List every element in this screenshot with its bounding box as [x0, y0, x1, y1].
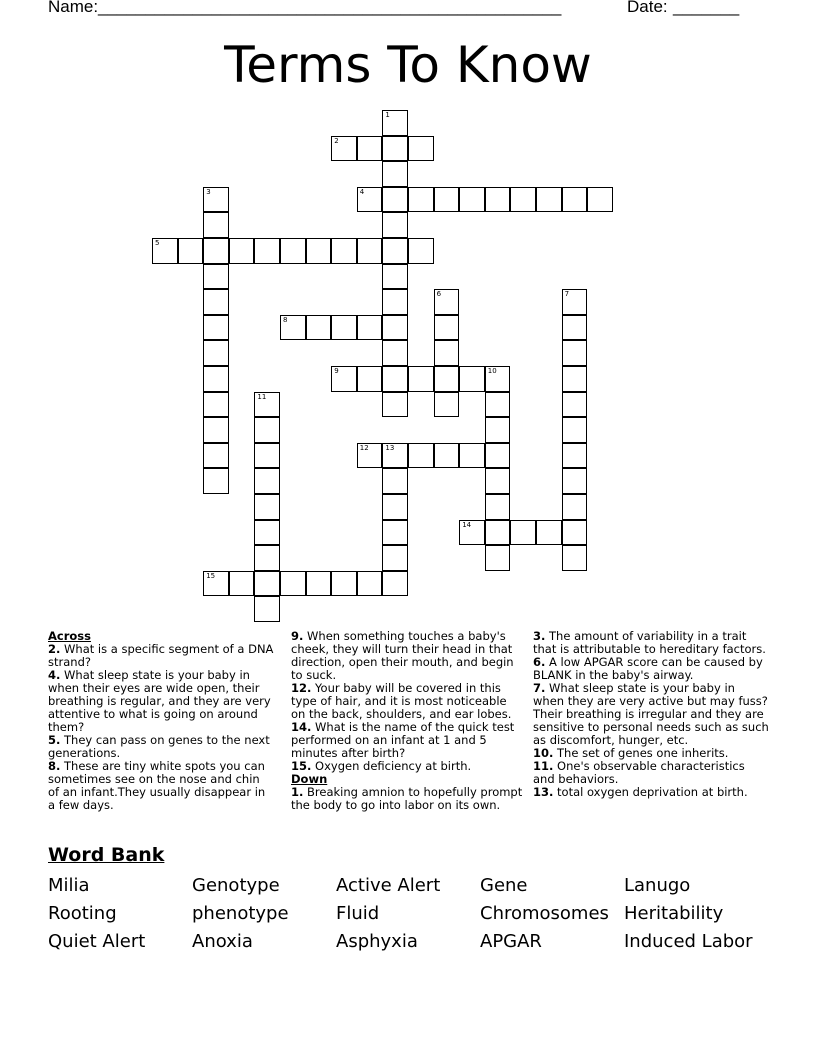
name-label: Name: — [48, 0, 99, 16]
crossword-cell[interactable] — [562, 417, 588, 443]
clue-number: 13. — [533, 785, 554, 799]
word-bank-item: phenotype — [192, 903, 289, 924]
crossword-cell[interactable] — [434, 289, 460, 315]
crossword-cell[interactable] — [562, 545, 588, 571]
crossword-cell[interactable] — [510, 187, 536, 213]
crossword-cell[interactable] — [408, 136, 434, 162]
clue-number: 7. — [533, 681, 546, 695]
word-bank-item: Fluid — [336, 903, 380, 924]
clue-number: 1. — [291, 785, 304, 799]
crossword-cell[interactable] — [382, 545, 408, 571]
clue-number: 6. — [533, 655, 546, 669]
crossword-cell[interactable] — [382, 110, 408, 136]
clue-number-label: 5 — [155, 239, 160, 247]
across-clue — [48, 643, 274, 669]
crossword-cell[interactable] — [331, 238, 357, 264]
clue-number: 10. — [533, 746, 554, 760]
word-bank-item: Induced Labor — [624, 931, 753, 952]
crossword-cell[interactable] — [382, 212, 408, 238]
crossword-cell[interactable] — [254, 545, 280, 571]
crossword-cell[interactable] — [382, 161, 408, 187]
clue-text: What sleep state is your baby in when they are very active but may fuss? Their breathing is irregular and they are sensitive to personal needs such as such as discomfort, hunger, etc. — [533, 681, 769, 747]
word-bank-item: Rooting — [48, 903, 117, 924]
crossword-cell[interactable] — [178, 238, 204, 264]
crossword-cell[interactable] — [562, 392, 588, 418]
down-clue — [533, 786, 769, 799]
date-blank-line[interactable]: _______ — [673, 0, 740, 16]
crossword-cell[interactable] — [485, 366, 511, 392]
clue-number-label: 13 — [385, 443, 395, 452]
crossword-cell[interactable] — [254, 238, 280, 264]
across-clue — [48, 734, 274, 760]
clue-number-label: 15 — [206, 571, 216, 580]
down-clue — [533, 760, 769, 786]
crossword-cell[interactable] — [254, 443, 280, 469]
crossword-cell[interactable] — [562, 366, 588, 392]
crossword-cell[interactable] — [203, 443, 229, 469]
crossword-cell[interactable] — [382, 315, 408, 341]
clue-number: 11. — [533, 759, 554, 773]
crossword-cell[interactable] — [306, 571, 332, 597]
crossword-cell[interactable] — [434, 340, 460, 366]
word-bank-list — [48, 872, 788, 956]
down-clue — [533, 656, 769, 682]
clue-number: 2. — [48, 642, 61, 656]
clue-number: 5. — [48, 733, 61, 747]
clues-column-2 — [291, 630, 523, 812]
crossword-cell[interactable] — [382, 520, 408, 546]
crossword-cell[interactable] — [254, 596, 280, 622]
crossword-cell[interactable] — [331, 136, 357, 162]
crossword-cell[interactable] — [562, 443, 588, 469]
crossword-cell[interactable] — [562, 494, 588, 520]
word-bank-item: Milia — [48, 875, 90, 896]
clue-number: 8. — [48, 759, 61, 773]
crossword-cell[interactable] — [229, 571, 255, 597]
crossword-cell[interactable] — [382, 264, 408, 290]
crossword-cell[interactable] — [357, 187, 383, 213]
crossword-cell[interactable] — [382, 187, 408, 213]
word-bank-item: Active Alert — [336, 875, 441, 896]
crossword-cell[interactable] — [382, 392, 408, 418]
clue-number-label: 4 — [359, 187, 365, 196]
crossword-cell[interactable] — [485, 417, 511, 443]
clue-number-label: 1 — [385, 111, 390, 119]
clue-number: 9. — [291, 629, 304, 643]
clue-number: 15. — [291, 759, 312, 773]
crossword-cell[interactable] — [587, 187, 613, 213]
crossword-cell[interactable] — [229, 238, 255, 264]
clue-number-label: 6 — [436, 290, 442, 299]
name-blank-line[interactable]: _________________________________________________ — [98, 0, 562, 16]
crossword-cell[interactable] — [203, 187, 229, 213]
crossword-cell[interactable] — [331, 315, 357, 341]
down-clue — [533, 630, 769, 656]
clue-number: 3. — [533, 629, 546, 643]
crossword-cell[interactable] — [357, 571, 383, 597]
crossword-cell[interactable] — [357, 136, 383, 162]
crossword-cell[interactable] — [485, 545, 511, 571]
crossword-cell[interactable] — [459, 443, 485, 469]
crossword-cell[interactable] — [382, 136, 408, 162]
word-bank — [48, 842, 788, 956]
crossword-cell[interactable] — [254, 571, 280, 597]
crossword-cell[interactable] — [562, 187, 588, 213]
word-bank-item: Genotype — [192, 875, 280, 896]
across-clue — [291, 682, 523, 721]
across-heading: Across — [48, 629, 91, 643]
crossword-cell[interactable] — [203, 392, 229, 418]
crossword-cell[interactable] — [382, 289, 408, 315]
word-bank-item: Gene — [480, 875, 528, 896]
clue-text: Oxygen deficiency at birth. — [315, 759, 472, 773]
clue-number: 12. — [291, 681, 312, 695]
crossword-cell[interactable] — [306, 315, 332, 341]
crossword-cell[interactable] — [203, 289, 229, 315]
crossword-cell[interactable] — [485, 494, 511, 520]
crossword-cell[interactable] — [254, 520, 280, 546]
clue-number-label: 9 — [334, 367, 339, 375]
clue-number-label: 10 — [487, 367, 497, 375]
clue-number-label: 14 — [462, 520, 472, 529]
crossword-cell[interactable] — [382, 443, 408, 469]
crossword-cell[interactable] — [434, 392, 460, 418]
crossword-cell[interactable] — [562, 520, 588, 546]
clue-text: They can pass on genes to the next generations. — [48, 733, 270, 760]
crossword-cell[interactable] — [357, 238, 383, 264]
crossword-cell[interactable] — [203, 366, 229, 392]
crossword-cell[interactable] — [485, 187, 511, 213]
word-bank-title: Word Bank — [48, 844, 165, 866]
word-bank-item: Anoxia — [192, 931, 253, 952]
crossword-cell[interactable] — [485, 392, 511, 418]
crossword-cell[interactable] — [459, 520, 485, 546]
across-clue — [48, 669, 274, 734]
crossword-cell[interactable] — [254, 392, 280, 418]
clue-text: What sleep state is your baby in when their eyes are wide open, their breathing is regular, and they are very attentive to what is going on around them? — [48, 668, 271, 734]
clue-text: What is a specific segment of a DNA strand? — [48, 642, 274, 669]
across-clue — [291, 721, 523, 760]
crossword-cell[interactable] — [408, 238, 434, 264]
crossword-cell[interactable] — [203, 212, 229, 238]
clue-text: These are tiny white spots you can sometimes see on the nose and chin of an infant.They usually disappear in a few days. — [48, 759, 266, 812]
clue-text: A low APGAR score can be caused by BLANK in the baby's airway. — [533, 655, 763, 682]
crossword-cell[interactable] — [382, 238, 408, 264]
crossword-cell[interactable] — [306, 238, 332, 264]
date-label: Date: — [627, 0, 668, 16]
crossword-cell[interactable] — [254, 468, 280, 494]
clue-number-label: 8 — [283, 315, 288, 324]
crossword-cell[interactable] — [408, 443, 434, 469]
crossword-cell[interactable] — [203, 417, 229, 443]
clue-number: 14. — [291, 720, 312, 734]
word-bank-item: APGAR — [480, 931, 542, 952]
clue-text: What is the name of the quick test performed on an infant at 1 and 5 minutes after birth? — [291, 720, 515, 760]
crossword-cell[interactable] — [203, 238, 229, 264]
crossword-cell[interactable] — [382, 494, 408, 520]
crossword-cell[interactable] — [382, 366, 408, 392]
clue-text: Breaking amnion to hopefully prompt the body to go into labor on its own. — [291, 785, 523, 812]
crossword-cell[interactable] — [254, 494, 280, 520]
crossword-cell[interactable] — [382, 340, 408, 366]
crossword-cell[interactable] — [408, 187, 434, 213]
crossword-cell[interactable] — [203, 468, 229, 494]
crossword-cell[interactable] — [562, 468, 588, 494]
crossword-cell[interactable] — [203, 315, 229, 341]
crossword-cell[interactable] — [485, 468, 511, 494]
crossword-cell[interactable] — [152, 238, 178, 264]
word-bank-item: Asphyxia — [336, 931, 418, 952]
clue-number-label: 7 — [564, 290, 570, 299]
crossword-cell[interactable] — [562, 340, 588, 366]
clue-text: total oxygen deprivation at birth. — [557, 785, 748, 799]
clue-text: Your baby will be covered in this type of hair, and it is most noticeable on the back, shoulders, and ear lobes. — [291, 681, 512, 721]
word-bank-item: Chromosomes — [480, 903, 609, 924]
crossword-cell[interactable] — [357, 366, 383, 392]
clue-number-label: 11 — [257, 392, 267, 401]
clues-column-1 — [48, 630, 274, 812]
crossword-cell[interactable] — [382, 571, 408, 597]
crossword-cell[interactable] — [485, 443, 511, 469]
crossword-cell[interactable] — [331, 571, 357, 597]
clue-text: When something touches a baby's cheek, they will turn their head in that direction, open their mouth, and begin to suck. — [291, 629, 514, 682]
down-heading: Down — [291, 772, 328, 786]
crossword-cell[interactable] — [536, 520, 562, 546]
crossword-cell[interactable] — [280, 315, 306, 341]
crossword-cell[interactable] — [485, 520, 511, 546]
down-clue — [533, 682, 769, 747]
page-title: Terms To Know — [224, 36, 592, 94]
clue-number-label: 12 — [359, 443, 369, 452]
crossword-cell[interactable] — [536, 187, 562, 213]
crossword-cell[interactable] — [562, 289, 588, 315]
across-clue — [291, 630, 523, 682]
clue-number: 4. — [48, 668, 61, 682]
crossword-cell[interactable] — [434, 315, 460, 341]
crossword-cell[interactable] — [280, 238, 306, 264]
crossword-cell[interactable] — [203, 264, 229, 290]
crossword-cell[interactable] — [434, 187, 460, 213]
crossword-cell[interactable] — [382, 468, 408, 494]
crossword-cell[interactable] — [331, 366, 357, 392]
down-clue — [291, 786, 523, 812]
crossword-cell[interactable] — [459, 366, 485, 392]
crossword-cell[interactable] — [203, 340, 229, 366]
word-bank-item: Heritability — [624, 903, 724, 924]
across-clue — [48, 760, 274, 812]
word-bank-item: Lanugo — [624, 875, 691, 896]
crossword-cell[interactable] — [434, 366, 460, 392]
clue-number-label: 2 — [334, 136, 339, 145]
crossword-cell[interactable] — [203, 571, 229, 597]
crossword-cell[interactable] — [280, 571, 306, 597]
crossword-cell[interactable] — [357, 315, 383, 341]
clue-text: The set of genes one inherits. — [557, 746, 729, 760]
crossword-cell[interactable] — [510, 520, 536, 546]
crossword-cell[interactable] — [254, 417, 280, 443]
word-bank-item: Quiet Alert — [48, 931, 146, 952]
crossword-cell[interactable] — [408, 366, 434, 392]
clue-text: One's observable characteristics and behaviors. — [533, 759, 745, 786]
crossword-cell[interactable] — [459, 187, 485, 213]
crossword-cell[interactable] — [434, 443, 460, 469]
clues-column-3 — [533, 630, 769, 799]
crossword-cell[interactable] — [357, 443, 383, 469]
crossword-cell[interactable] — [562, 315, 588, 341]
clue-number-label: 3 — [206, 187, 211, 196]
clue-text: The amount of variability in a trait that is attributable to hereditary factors. — [533, 629, 766, 656]
